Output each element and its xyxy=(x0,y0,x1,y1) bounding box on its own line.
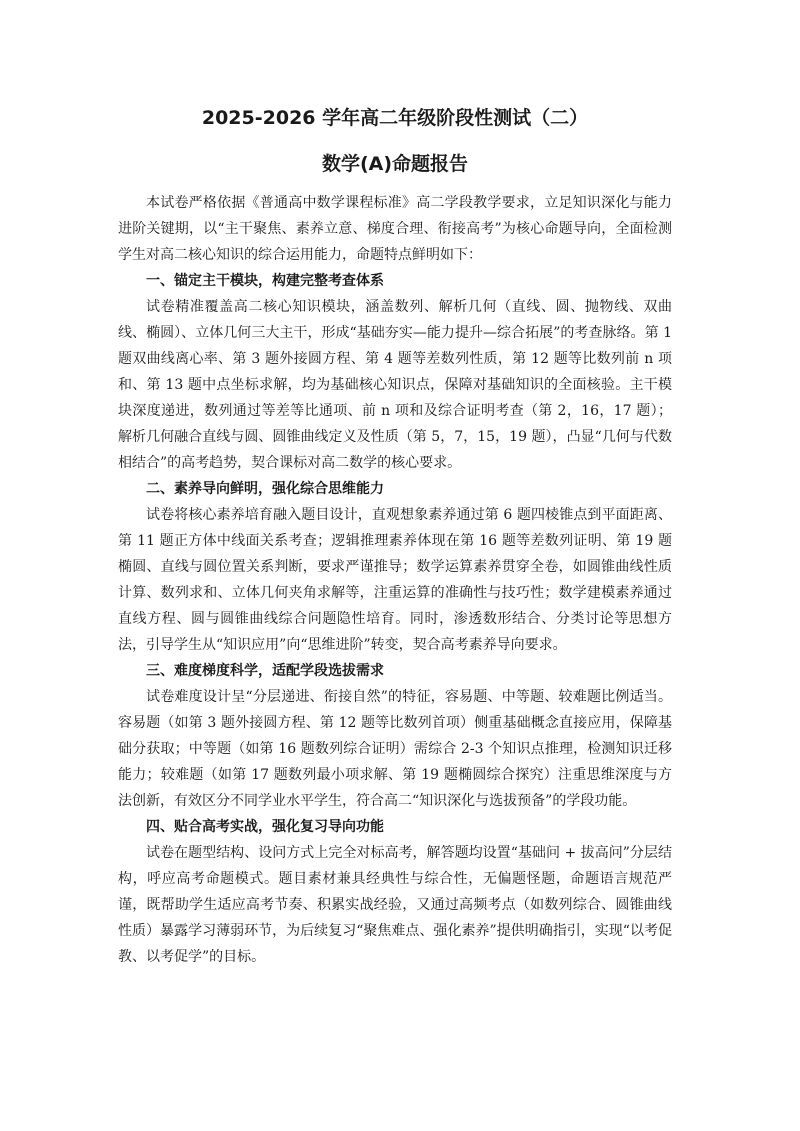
intro-paragraph: 本试卷严格依据《普通高中数学课程标准》高二学段教学要求，立足知识深化与能力进阶关键期，以“主干聚焦、素养立意、梯度合理、衔接高考”为核心命题导向，全面检测学生对高二核心知识的综合运用能力，命题特点鲜明如下： xyxy=(118,195,672,263)
section-body: 试卷精准覆盖高二核心知识模块，涵盖数列、解析几何（直线、圆、抛物线、双曲线、椭圆）、立体几何三大主干，形成“基础夯实—能力提升—综合拓展”的考查脉络。第 1 题双曲线离心率、第 3 题外接圆方程、第 4 题等差数列性质，第 12 题等比数列前 n 项和、第 13 题中点坐标求解，均为基础核心知识点，保障对基础知识的全面核验。主干模块深度递进，数列通过等差等比通项、前 n 项和及综合证明考查（第 2，16，17 题）；解析几何融合直线与圆、圆锥曲线定义及性质（第 5，7，15，19 题），凸显“几何与代数相结合”的高考趋势，契合课标对高二数学的核心要求。 xyxy=(118,299,672,471)
section-body: 试卷难度设计呈“分层递进、衔接自然”的特征，容易题、中等题、较难题比例适当。容易题（如第 3 题外接圆方程、第 12 题等比数列首项）侧重基础概念直接应用，保障基础分获取；中等题（如第 16 题数列综合证明）需综合 2-3 个知识点推理，检测知识迁移能力；较难题（如第 17 题数列最小项求解、第 19 题椭圆综合探究）注重思维深度与方法创新，有效区分不同学业水平学生，符合高二“知识深化与选拔预备”的学段功能。 xyxy=(118,689,672,809)
section-2 xyxy=(118,476,672,658)
section-1 xyxy=(118,268,672,476)
section-3 xyxy=(118,658,672,814)
document-subtitle: 数学(A)命题报告 xyxy=(321,153,469,175)
section-heading: 一、锚定主干模块，构建完整考查体系 xyxy=(146,273,384,289)
section-heading: 四、贴合高考实战，强化复习导向功能 xyxy=(146,819,384,835)
section-heading: 二、素养导向鲜明，强化综合思维能力 xyxy=(146,481,384,497)
section-body: 试卷将核心素养培育融入题目设计，直观想象素养通过第 6 题四棱锥点到平面距离、第 11 题正方体中线面关系考查；逻辑推理素养体现在第 16 题等差数列证明、第 19 题椭圆、直线与圆位置关系判断，要求严谨推导；数学运算素养贯穿全卷，如圆锥曲线性质计算、数列求和、立体几何夹角求解等，注重运算的准确性与技巧性；数学建模素养通过直线方程、圆与圆锥曲线综合问题隐性培育。同时，渗透数形结合、分类讨论等思想方法，引导学生从“知识应用”向“思维进阶”转变，契合高考素养导向要求。 xyxy=(118,507,672,653)
section-body: 试卷在题型结构、设问方式上完全对标高考，解答题均设置“基础问 + 拔高问”分层结构，呼应高考命题模式。题目素材兼具经典性与综合性，无偏题怪题，命题语言规范严谨，既帮助学生适应高考节奏、积累实战经验，又通过高频考点（如数列综合、圆锥曲线性质）暴露学习薄弱环节，为后续复习“聚焦难点、强化素养”提供明确指引，实现“以考促教、以考促学”的目标。 xyxy=(118,845,672,965)
document-title: 2025-2026 学年高二年级阶段性测试（二） xyxy=(201,107,589,129)
section-4 xyxy=(118,814,672,970)
section-heading: 三、难度梯度科学，适配学段选拔需求 xyxy=(146,663,384,679)
